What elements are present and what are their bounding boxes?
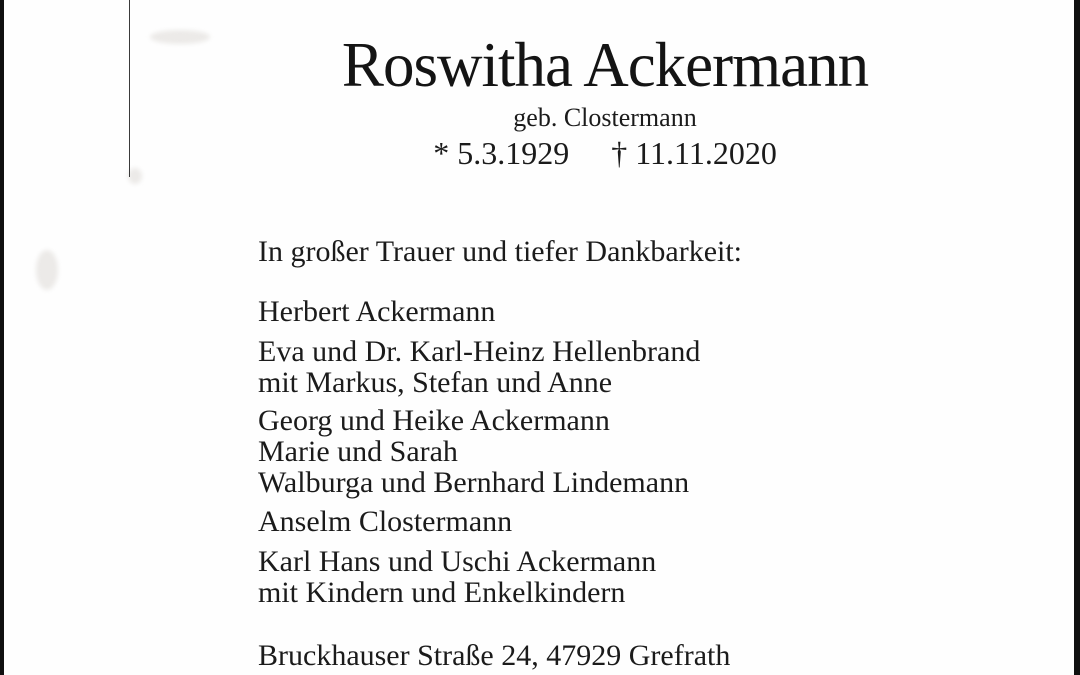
death-date: † 11.11.2020 (611, 135, 777, 171)
mourner-group (258, 336, 700, 398)
mourner-line: Eva und Dr. Karl-Heinz Hellenbrand (258, 335, 701, 368)
mourner-line: mit Kindern und Enkelkindern (258, 576, 626, 609)
scan-smudge (36, 250, 58, 290)
mourner-group (258, 296, 495, 327)
scan-edge-right (1074, 0, 1080, 675)
scan-edge-left (0, 0, 4, 675)
maiden-name: geb. Clostermann (513, 103, 697, 132)
address-line: Bruckhauser Straße 24, 47929 Grefrath (258, 639, 731, 672)
mourner-line: Karl Hans und Uschi Ackermann (258, 545, 657, 578)
life-dates (130, 137, 1080, 169)
mourner-line: mit Markus, Stefan und Anne (258, 366, 613, 399)
mourning-intro-line: In großer Trauer und tiefer Dankbarkeit: (258, 235, 743, 268)
birth-date: * 5.3.1929 (433, 135, 570, 171)
mourner-group (258, 506, 512, 537)
mourner-group (258, 546, 656, 608)
mourner-line: Walburga und Bernhard Lindemann (258, 466, 690, 499)
mourner-line: Marie und Sarah (258, 435, 458, 468)
mourner-group (258, 405, 689, 498)
mourner-line: Herbert Ackermann (258, 295, 496, 328)
scan-smudge (128, 168, 142, 184)
deceased-name-title: Roswitha Ackermann (341, 30, 869, 100)
mourner-line: Georg und Heike Ackermann (258, 404, 610, 437)
mourner-line: Anselm Clostermann (258, 505, 513, 538)
